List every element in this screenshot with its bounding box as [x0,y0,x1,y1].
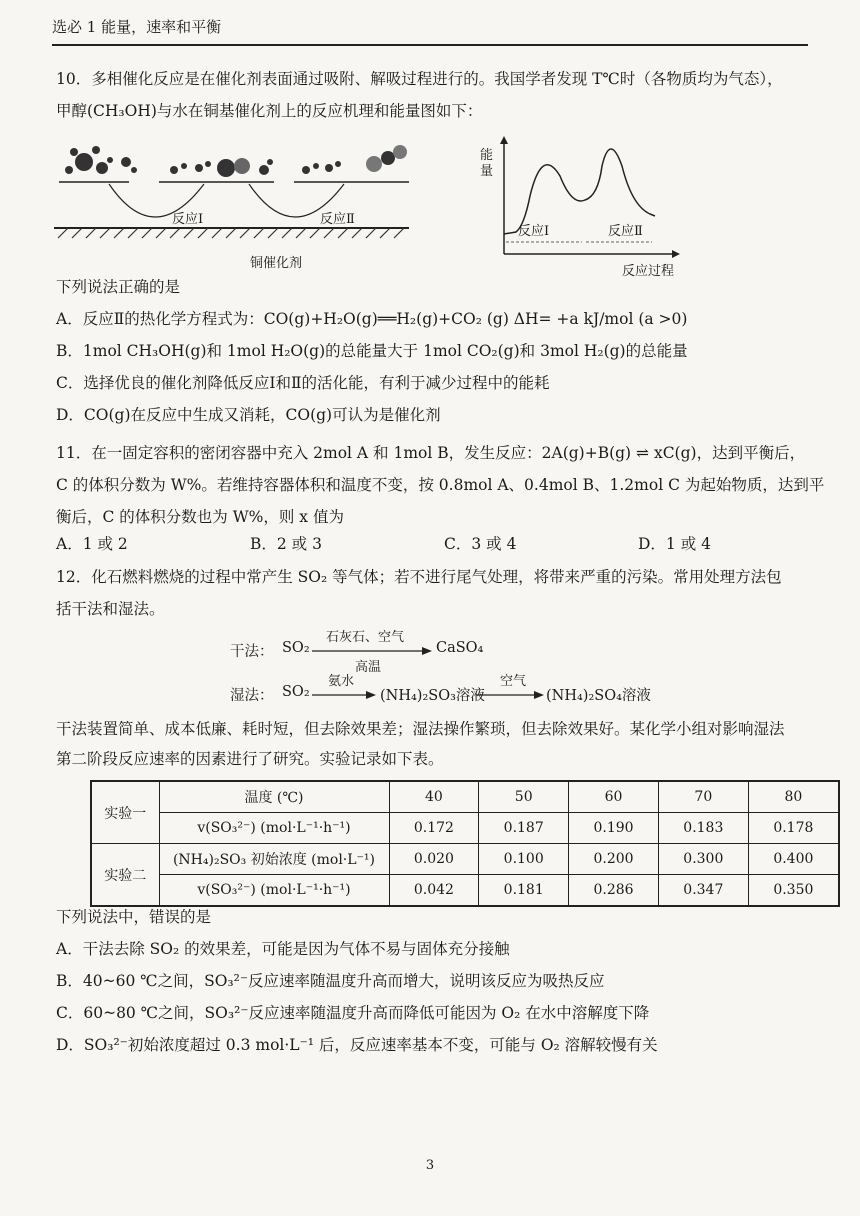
energy-label-reaction1: 反应Ⅰ [518,224,550,239]
dry-reactant: SO₂ [282,640,310,656]
q10-option-b: B．1mol CH₃OH(g)和 1mol H₂O(g)的总能量大于 1mol CO₂(g)和 3mol H₂(g)的总能量 [56,342,688,360]
table-cell: 40 [389,781,479,813]
energy-axis-label: 能量 [480,148,494,179]
wet-arrow-2 [476,690,544,700]
table-cell: 0.187 [479,813,569,844]
table-cell: 80 [748,781,839,813]
table-cell: 0.183 [658,813,748,844]
row-header-rate: v(SO₃²⁻) (mol·L⁻¹·h⁻¹) [159,875,389,907]
table-cell: 0.347 [658,875,748,907]
table-cell: 0.100 [479,844,569,875]
energy-label-reaction2: 反应Ⅱ [608,224,643,239]
dry-method-label: 干法： [230,644,274,660]
dry-arrow [312,646,432,656]
dry-condition-below: 高温 [355,660,382,675]
table-row [91,875,839,907]
q11-option-b: B．2 或 3 [250,535,322,553]
wet-product: (NH₄)₂SO₄溶液 [546,688,651,704]
table-row [91,813,839,844]
table-cell: 0.172 [389,813,479,844]
mechanism-label-reaction2: 反应Ⅱ [320,212,355,227]
wet-arrow-1 [312,690,376,700]
q12-line1: 12．化石燃料燃烧的过程中常产生 SO₂ 等气体；若不进行尾气处理，将带来严重的污染。常用处理方法包 [56,568,782,586]
row-header-temperature: 温度 (℃) [159,781,389,813]
table-row [91,781,839,813]
q12-option-d: D．SO₃²⁻初始浓度超过 0.3 mol·L⁻¹ 后，反应速率基本不变，可能与 O₂ 溶解较慢有关 [56,1036,658,1054]
q10-line1: 10．多相催化反应是在催化剂表面通过吸附、解吸过程进行的。我国学者发现 T℃时（各物质均为气态）， [56,70,783,88]
row-header-rate: v(SO₃²⁻) (mol·L⁻¹·h⁻¹) [159,813,389,844]
row-header-concentration: (NH₄)₂SO₃ 初始浓度 (mol·L⁻¹) [159,844,389,875]
q10-prompt: 下列说法正确的是 [56,278,181,296]
wet-reagent-ammonia: 氨水 [328,674,355,689]
q11-option-c: C．3 或 4 [444,535,517,553]
mechanism-label-reaction1: 反应Ⅰ [172,212,204,227]
wet-reagent-air: 空气 [500,674,527,689]
experiment-1-label: 实验一 [91,781,159,844]
table-cell: 0.178 [748,813,839,844]
q11-line2: C 的体积分数为 W%。若维持容器体积和温度不变，按 0.8mol A、0.4mol B、1.2mol C 为起始物质，达到平 [56,476,825,494]
table-cell: 0.181 [479,875,569,907]
table-cell: 50 [479,781,569,813]
q10-option-d: D．CO(g)在反应中生成又消耗，CO(g)可认为是催化剂 [56,406,441,424]
q10-option-c: C．选择优良的催化剂降低反应Ⅰ和Ⅱ的活化能，有利于减少过程中的能耗 [56,374,550,392]
q12-line3: 干法装置简单、成本低廉、耗时短，但去除效果差；湿法操作繁琐，但去除效果好。某化学小组对影响湿法 [56,720,785,738]
table-cell: 60 [569,781,659,813]
q12-prompt: 下列说法中，错误的是 [56,908,212,926]
q12-line2: 括干法和湿法。 [56,600,165,618]
q12-option-a: A．干法去除 SO₂ 的效果差，可能是因为气体不易与固体充分接触 [56,940,510,958]
table-cell: 0.190 [569,813,659,844]
q12-option-c: C．60~80 ℃之间，SO₃²⁻反应速率随温度升高而降低可能因为 O₂ 在水中溶解度下降 [56,1004,650,1022]
q12-option-b: B．40~60 ℃之间，SO₃²⁻反应速率随温度升高而增大，说明该反应为吸热反应 [56,972,605,990]
experiment-table [90,780,840,907]
q10-line2: 甲醇(CH₃OH)与水在铜基催化剂上的反应机理和能量图如下： [56,102,483,120]
wet-method-label: 湿法： [230,688,274,704]
table-cell: 70 [658,781,748,813]
q11-option-d: D．1 或 4 [638,535,712,553]
energy-diagram [490,136,680,266]
dry-condition-above: 石灰石、空气 [326,630,405,645]
header-divider [52,44,808,46]
table-cell: 0.042 [389,875,479,907]
q12-line4: 第二阶段反应速率的因素进行了研究。实验记录如下表。 [56,750,444,768]
table-cell: 0.200 [569,844,659,875]
table-cell: 0.400 [748,844,839,875]
wet-intermediate: (NH₄)₂SO₃溶液 [380,688,485,704]
wet-reactant: SO₂ [282,684,310,700]
table-row [91,844,839,875]
experiment-2-label: 实验二 [91,844,159,907]
q11-line3: 衡后，C 的体积分数也为 W%，则 x 值为 [56,508,344,526]
q10-option-a: A．反应Ⅱ的热化学方程式为：CO(g)+H₂O(g)══H₂(g)+CO₂ (g) ΔH= +a kJ/mol (a >0) [56,310,688,328]
table-cell: 0.286 [569,875,659,907]
dry-product: CaSO₄ [436,640,484,656]
catalyst-caption: 铜催化剂 [250,256,303,271]
reaction-process-label: 反应过程 [622,264,675,279]
page-number: 3 [425,1158,435,1173]
q11-option-a: A．1 或 2 [56,535,128,553]
table-cell: 0.300 [658,844,748,875]
q11-line1: 11．在一固定容积的密闭容器中充入 2mol A 和 1mol B，发生反应：2A(g)+B(g) ⇌ xC(g)，达到平衡后， [56,444,806,462]
table-cell: 0.020 [389,844,479,875]
table-cell: 0.350 [748,875,839,907]
page-header: 选必 1 能量，速率和平衡 [52,18,222,36]
mechanism-figure [54,140,414,270]
